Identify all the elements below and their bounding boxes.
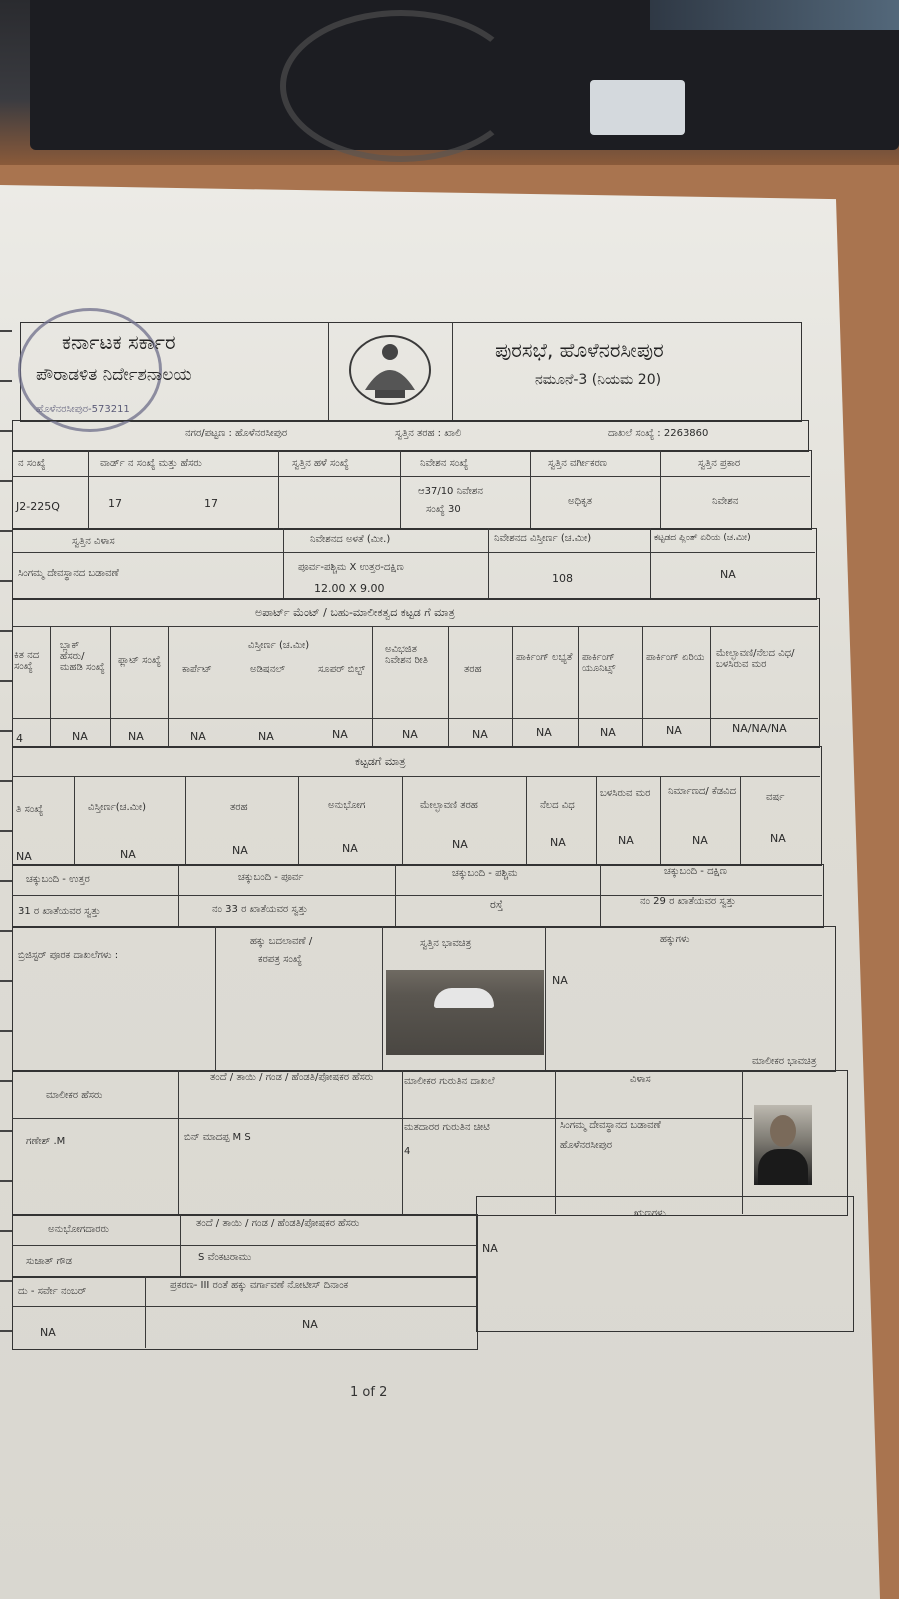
site-number-line2: ಸಂಖ್ಯೆ 30 <box>426 504 461 515</box>
bld-header-7: ಬಳಸಿರುವ ಮರ <box>600 788 651 799</box>
boundary-east: ನಂ 33 ರ ಖಾತೆಯವರ ಸ್ವತ್ತು <box>212 904 308 915</box>
bld-value-3: NA <box>232 844 248 857</box>
owner-photo-header: ಮಾಲೀಕರ ಭಾವಚಿತ್ರ <box>752 1056 817 1067</box>
boundary-south: ನಂ 29 ರ ಖಾತೆಯವರ ಸ್ವತ್ತು <box>640 896 736 907</box>
boundary-west-header: ಚಕ್ಕುಬಂದಿ - ಪಶ್ಚಿಮ <box>452 868 518 879</box>
bld-header-2: ವಿಸ್ತೀರ್ಣ(ಚ.ಮೀ) <box>88 802 147 813</box>
apt-value-6: NA <box>402 728 418 741</box>
cable <box>280 10 522 162</box>
bld-header-6: ನೆಲದ ವಿಧ <box>540 800 575 811</box>
apt-header-2: ಬ್ಲಾಕ್ ಹೆಸರು/ ಮಹಡಿ ಸಂಖ್ಯೆ <box>60 640 105 673</box>
apt-header-4: ಕಾರ್ಪೆಟ್ <box>182 664 212 675</box>
monitor-glare <box>590 80 685 135</box>
page-number: 1 of 2 <box>350 1385 388 1400</box>
desk-background <box>0 0 899 165</box>
area-value: 108 <box>552 572 573 585</box>
owner-photo <box>754 1105 812 1185</box>
survey-number-value: NA <box>40 1326 56 1339</box>
bld-value-8: NA <box>692 834 708 847</box>
old-number: 17 <box>204 497 218 510</box>
apt-header-12: ಮೇಲ್ಛಾವಣಿ/ನೆಲದ ವಿಧ/ಬಳಸಿರುವ ಮರ <box>716 648 795 670</box>
boundary-north: 31 ರ ಖಾತೆಯವರ ಸ್ವತ್ತು <box>18 906 101 917</box>
owner-address-line2: ಹೊಳೆನರಸೀಪುರ <box>560 1140 613 1151</box>
boundary-north-header: ಚಕ್ಕುಬಂದಿ - ಉತ್ತರ <box>26 874 90 885</box>
apt-header-8: ತರಹ <box>464 664 482 675</box>
ward-header-3: ಸ್ವತ್ತಿನ ಹಳೆ ಸಂಖ್ಯೆ <box>292 458 349 469</box>
owner-id-header: ಮಾಲೀಕರ ಗುರುತಿನ ದಾಖಲೆ <box>404 1076 495 1087</box>
apt-value-11: NA/NA/NA <box>732 722 787 735</box>
apt-header-10: ಪಾರ್ಕಿಂಗ್ ಯೂನಿಟ್ಸ್ <box>582 652 616 674</box>
municipality-title: ಪುರಸಭೆ, ಹೊಳೆನರಸೀಪುರ <box>495 338 664 362</box>
boundary-south-header: ಚಕ್ಕುಬಂದಿ - ದಕ್ಷಿಣ <box>664 866 727 877</box>
apt-value-10: NA <box>666 724 682 737</box>
owner-parent: ಬಿನ್ ಮಾದಪ್ಪ M S <box>184 1132 251 1143</box>
occupant-header: ಅನುಭೋಗದಾರರು <box>48 1224 109 1235</box>
bld-header-5: ಮೇಲ್ಛಾವಣಿ ತರಹ <box>420 800 478 811</box>
apartment-table <box>12 598 820 748</box>
boundary-east-header: ಚಕ್ಕುಬಂದಿ - ಪೂರ್ವ <box>238 872 304 883</box>
apt-value-8: NA <box>536 726 552 739</box>
bld-header-4: ಅನುಭೋಗ <box>328 800 366 811</box>
monitor-taskbar <box>650 0 899 30</box>
property-number: J2-225Q <box>16 500 60 513</box>
owner-id-value: 4 <box>404 1146 411 1157</box>
bld-header-8: ನಿರ್ಮಾಣದ/ ಕೆಡವಿದ <box>668 786 737 797</box>
ward-header-1: ನ ಸಂಖ್ಯೆ <box>18 458 46 469</box>
apt-header-3: ಫ್ಲಾಟ್ ಸಂಖ್ಯೆ <box>118 655 161 666</box>
property-address: ಸಿಂಗಮ್ಮ ದೇವಸ್ಥಾನದ ಬಡಾವಣೆ <box>18 568 119 579</box>
owner-name: ಗಣೇಶ್ .M <box>26 1136 66 1147</box>
dimension-label: ಪೂರ್ವ-ಪಶ್ಚಿಮ X ಉತ್ತರ-ದಕ್ಷಿಣ <box>298 562 404 573</box>
owner-parent-header: ತಂದೆ / ತಾಯಿ / ಗಂಡ / ಹೆಂಡತಿ/ಪೋಷಕರ ಹೆಸರು <box>210 1072 374 1083</box>
ward-header-6: ಸ್ವತ್ತಿನ ಪ್ರಕಾರ <box>698 458 741 469</box>
apt-header-7: ಅವಿಭಜಿತ ನಿವೇಶನ ರೀತಿ <box>385 644 428 666</box>
address-header-1: ಸ್ವತ್ತಿನ ವಿಳಾಸ <box>72 536 115 547</box>
state-emblem-icon <box>345 330 435 410</box>
apt-value-7: NA <box>472 728 488 741</box>
rights-change-label: ಹಕ್ಕು ಬದಲಾವಣೆ / <box>250 936 313 947</box>
apartment-title: ಅಪಾರ್ಟ್ ಮೆಂಟ್ / ಬಹು-ಮಾಲೀಕತ್ವದ ಕಟ್ಟಡ ಗೆ ಮಾತ್ರ <box>255 606 455 619</box>
property-kind: ಸ್ವತ್ತಿನ ತರಹ : ಖಾಲಿ <box>395 428 462 439</box>
apt-header-9: ಪಾರ್ಕಿಂಗ್ ಲಭ್ಯತೆ <box>516 652 573 663</box>
apt-value-2: NA <box>128 730 144 743</box>
survey-number-header: ದು - ಸರ್ವೇ ನಂಬರ್ <box>18 1286 87 1297</box>
property-photo <box>386 970 544 1055</box>
directorate-title: ಪೌರಾಡಳಿತ ನಿರ್ದೇಶನಾಲಯ <box>36 365 192 385</box>
ward-header-5: ಸ್ವತ್ತಿನ ವರ್ಗೀಕರಣ <box>548 458 607 469</box>
type-value: ನಿವೇಶನ <box>712 496 739 507</box>
liabilities-value: NA <box>482 1242 498 1255</box>
apt-row-prefix: 4 <box>16 732 23 745</box>
bld-value-9: NA <box>770 832 786 845</box>
record-number: ದಾಖಲೆ ಸಂಖ್ಯೆ : 2263860 <box>608 428 709 439</box>
town-name: ನಗರ/ಪಟ್ಟಣ : ಹೊಳೆನರಸೀಪುರ <box>185 428 288 439</box>
occupant-parent-header: ತಂದೆ / ತಾಯಿ / ಗಂಡ / ಹೆಂಡತಿ/ಪೋಷಕರ ಹೆಸರು <box>196 1218 360 1229</box>
occupant-parent: S ವೆಂಕಟರಾಮು <box>198 1252 252 1263</box>
bld-value-6: NA <box>550 836 566 849</box>
form-number: ನಮೂನೆ-3 (ನಿಯಮ 20) <box>535 372 662 388</box>
occupant-name: ಸುಜಾತ್ ಗೌಡ <box>26 1256 72 1267</box>
address-header-4: ಕಟ್ಟಡದ ಪ್ಲಿಂತ್ ಏರಿಯ (ಚ.ಮೀ) <box>654 533 751 543</box>
bld-header-9: ವರ್ಷ <box>766 792 785 803</box>
site-number-line1: ಆ37/10 ನಿವೇಶನ <box>418 486 483 497</box>
transfer-notice-header: ಪ್ರಕರಣ- III ರಂತೆ ಹಕ್ಕು ವರ್ಗಾವಣೆ ನೋಟೀಸ್ ದಿನಾಂಕ <box>170 1280 349 1291</box>
bld-value-4: NA <box>342 842 358 855</box>
apt-header-1: ಕಿತ ನದ ಸಂಖ್ಯೆ <box>14 650 40 672</box>
bld-header-1: ತಿ ಸಂಖ್ಯೆ <box>16 804 44 815</box>
bld-value-1: NA <box>16 850 32 863</box>
ward-header-2: ವಾರ್ಡ್ ನ ಸಂಖ್ಯೆ ಮತ್ತು ಹೆಸರು <box>100 458 202 469</box>
owner-address-line1: ಸಿಂಗಮ್ಮ ದೇವಸ್ಥಾನದ ಬಡಾವಣೆ <box>560 1120 661 1131</box>
apt-value-4: NA <box>258 730 274 743</box>
bld-header-3: ತರಹ <box>230 802 248 813</box>
apt-header-11: ಪಾರ್ಕಿಂಗ್ ಏರಿಯ <box>646 652 705 663</box>
transfer-notice-value: NA <box>302 1318 318 1331</box>
apt-header-6: ಸೂಪರ್ ಬಿಲ್ಟ್ <box>318 664 365 675</box>
classification-value: ಅಧಿಕೃತ <box>568 496 593 507</box>
building-title: ಕಟ್ಟಡಗೆ ಮಾತ್ರ <box>355 755 406 768</box>
apt-header-5: ಅಡಿಷನಲ್ <box>250 664 285 675</box>
apt-area-group: ವಿಸ್ತೀರ್ಣ (ಚ.ಮೀ) <box>248 640 310 651</box>
apt-value-1: NA <box>72 730 88 743</box>
seal-text: ಹೊಳೆನರಸೀಪುರ-573211 <box>36 404 130 415</box>
owner-name-header: ಮಾಲೀಕರ ಹೆಸರು <box>46 1090 103 1101</box>
bld-value-2: NA <box>120 848 136 861</box>
plinth-value: NA <box>720 568 736 581</box>
bld-value-7: NA <box>618 834 634 847</box>
boundary-west: ರಸ್ತೆ <box>490 898 504 911</box>
apt-value-5: NA <box>332 728 348 741</box>
govt-title: ಕರ್ನಾಟಕ ಸರ್ಕಾರ <box>62 330 176 354</box>
address-header-2: ನಿವೇಶನದ ಅಳತೆ (ಮೀ.) <box>310 534 391 545</box>
ward-header-4: ನಿವೇಶನ ಸಂಖ್ಯೆ <box>420 458 469 469</box>
property-photo-label: ಸ್ವತ್ತಿನ ಭಾವಚಿತ್ರ <box>420 938 472 949</box>
address-header-3: ನಿವೇಶನದ ವಿಸ್ತೀರ್ಣ (ಚ.ಮೀ) <box>494 533 592 544</box>
monitor <box>30 0 899 150</box>
deed-number-label: ಕರಪತ್ರ ಸಂಖ್ಯೆ <box>258 954 302 965</box>
owner-id-type: ಮತದಾರರ ಗುರುತಿನ ಚೀಟಿ <box>404 1122 490 1133</box>
liabilities-header: ಋಣಗಳು <box>634 1208 666 1219</box>
bld-value-5: NA <box>452 838 468 851</box>
dimension-value: 12.00 X 9.00 <box>314 582 385 595</box>
rights-label: ಹಕ್ಕುಗಳು <box>660 934 690 945</box>
rights-value: NA <box>552 974 568 987</box>
apt-value-3: NA <box>190 730 206 743</box>
supporting-docs-label: ಬ್ರಿಜಿಸ್ಟರ್ ಪೂರಕ ದಾಖಲೆಗಳು : <box>18 950 119 961</box>
ward-number: 17 <box>108 497 122 510</box>
owner-section <box>12 1070 848 1216</box>
apt-value-9: NA <box>600 726 616 739</box>
owner-address-header: ವಿಳಾಸ <box>630 1074 651 1085</box>
